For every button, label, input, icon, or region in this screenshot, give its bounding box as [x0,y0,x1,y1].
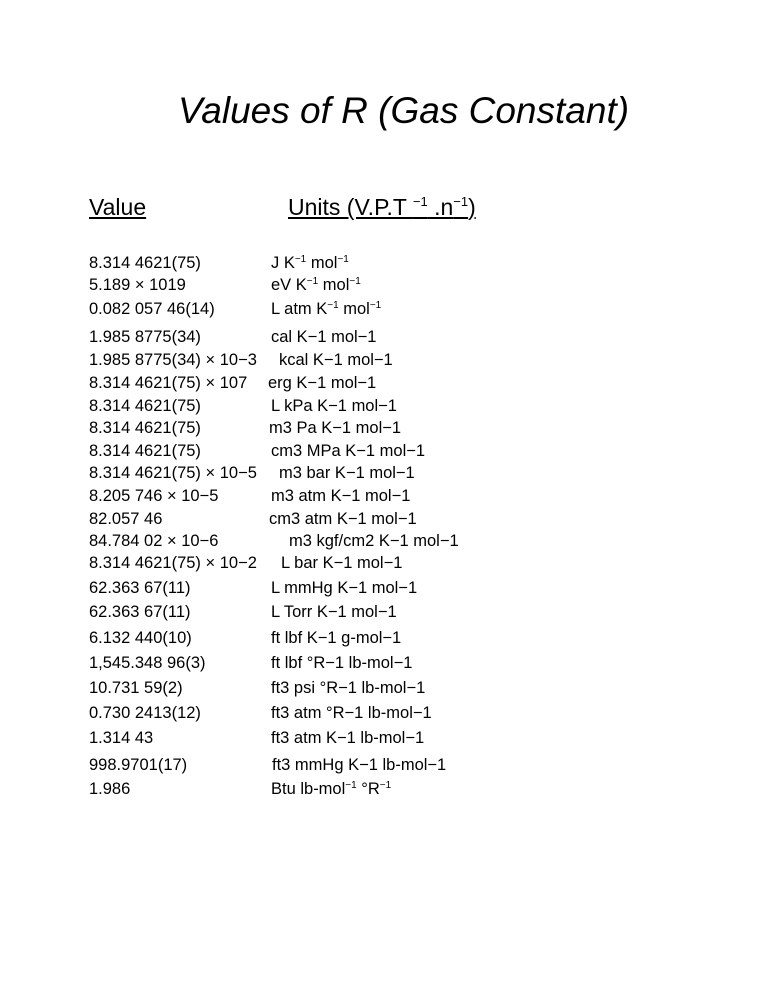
table-row [0,373,768,393]
table-row [0,531,768,551]
table-row [0,350,768,370]
unit-exponent: −1 [379,780,392,791]
r-value: 6.132 440(10) [89,629,192,647]
r-unit: L atm $K^{-1}$ mol$^{-1}$ [271,300,382,318]
r-value: 8.205 746 × 10−5 [89,487,219,505]
r-unit: ft3 atm K−1 lb-mol−1 [271,729,425,747]
table-row [0,509,768,529]
r-value: 1.985 8775(34) [89,328,201,346]
unit-exponent: −1 [369,300,382,311]
r-value: 5.189 × 1019 [89,276,186,294]
r-value: 82.057 46 [89,510,163,528]
r-unit: m3 atm K−1 mol−1 [271,487,411,505]
r-value: 8.314 4621(75) × 10−2 [89,554,257,572]
table-row [0,653,768,673]
r-unit: m3 bar K−1 mol−1 [279,464,415,482]
r-unit: Btu lb-mol$^{-1}$ $^\circ R^{-1}$ [271,780,392,798]
r-unit: eV $K^{-1}$ mol$^{-1}$ [271,276,361,294]
unit-exponent: −1 [294,254,307,265]
r-unit: m3 kgf/cm2 K−1 mol−1 [289,532,459,550]
unit-exponent: −1 [306,276,319,287]
r-unit: ft lbf °R−1 lb-mol−1 [271,654,413,672]
table-row [0,396,768,416]
r-unit: cal K−1 mol−1 [271,328,377,346]
units-header-exponent: −1 [453,194,469,209]
unit-exponent: −1 [349,276,361,287]
table-row [0,578,768,598]
table-row [0,779,768,799]
r-value: 0.082 057 46(14) [89,300,215,318]
r-unit: m3 Pa K−1 mol−1 [269,419,402,437]
units-header-close: ) [468,194,476,220]
table-row [0,628,768,648]
table-row [0,418,768,438]
r-unit: L mmHg K−1 mol−1 [271,579,418,597]
units-header-n: .n [427,194,454,220]
r-unit: kcal K−1 mol−1 [279,351,393,369]
r-unit: L bar K−1 mol−1 [281,554,403,572]
r-unit: ft lbf K−1 g-mol−1 [271,629,402,647]
r-value: 8.314 4621(75) [89,397,201,415]
r-unit: ft3 psi °R−1 lb-mol−1 [271,679,426,697]
table-row [0,486,768,506]
table-row [0,728,768,748]
table-row [0,755,768,775]
r-unit: erg K−1 mol−1 [268,374,377,392]
r-unit: J $K^{-1}$ mol$^{-1}$ [271,254,349,272]
r-value: 62.363 67(11) [89,603,191,621]
r-value: 0.730 2413(12) [89,704,201,722]
r-unit: ft3 mmHg K−1 lb-mol−1 [272,756,447,774]
units-header-exponent: −1 [412,194,428,209]
r-value: 8.314 4621(75) × 10−5 [89,464,257,482]
r-value: 62.363 67(11) [89,579,191,597]
r-value: 1.986 [89,780,131,798]
r-value: 84.784 02 × 10−6 [89,532,219,550]
unit-exponent: −1 [327,300,339,311]
r-unit: cm3 atm K−1 mol−1 [269,510,417,528]
table-row [0,327,768,347]
r-value: 8.314 4621(75) [89,419,201,437]
r-value: 1,545.348 96(3) [89,654,206,672]
r-value: 8.314 4621(75) [89,442,201,460]
r-value: 1.985 8775(34) × 10−3 [89,351,257,369]
table-row [0,553,768,573]
table-row [0,678,768,698]
units-header-text: Units (V.P.T [288,194,413,220]
page-title: Values of R (Gas Constant) [178,90,630,131]
table-row [0,463,768,483]
r-unit: L Torr K−1 mol−1 [271,603,397,621]
value-column-header: Value [89,194,147,220]
table-row [0,703,768,723]
table-row [0,253,768,273]
table-row [0,441,768,461]
table-row [0,299,768,319]
table-row [0,602,768,622]
r-unit: ft3 atm °R−1 lb-mol−1 [271,704,432,722]
units-column-header [288,196,476,219]
r-unit: L kPa K−1 mol−1 [271,397,397,415]
r-value: 998.9701(17) [89,756,188,774]
table-row [0,275,768,295]
unit-exponent: −1 [345,780,357,791]
r-unit: cm3 MPa K−1 mol−1 [271,442,426,460]
r-value: 8.314 4621(75) × 107 [89,374,248,392]
r-value: 10.731 59(2) [89,679,183,697]
unit-exponent: −1 [337,254,349,265]
r-value: 1.314 43 [89,729,154,747]
r-value: 8.314 4621(75) [89,254,201,272]
